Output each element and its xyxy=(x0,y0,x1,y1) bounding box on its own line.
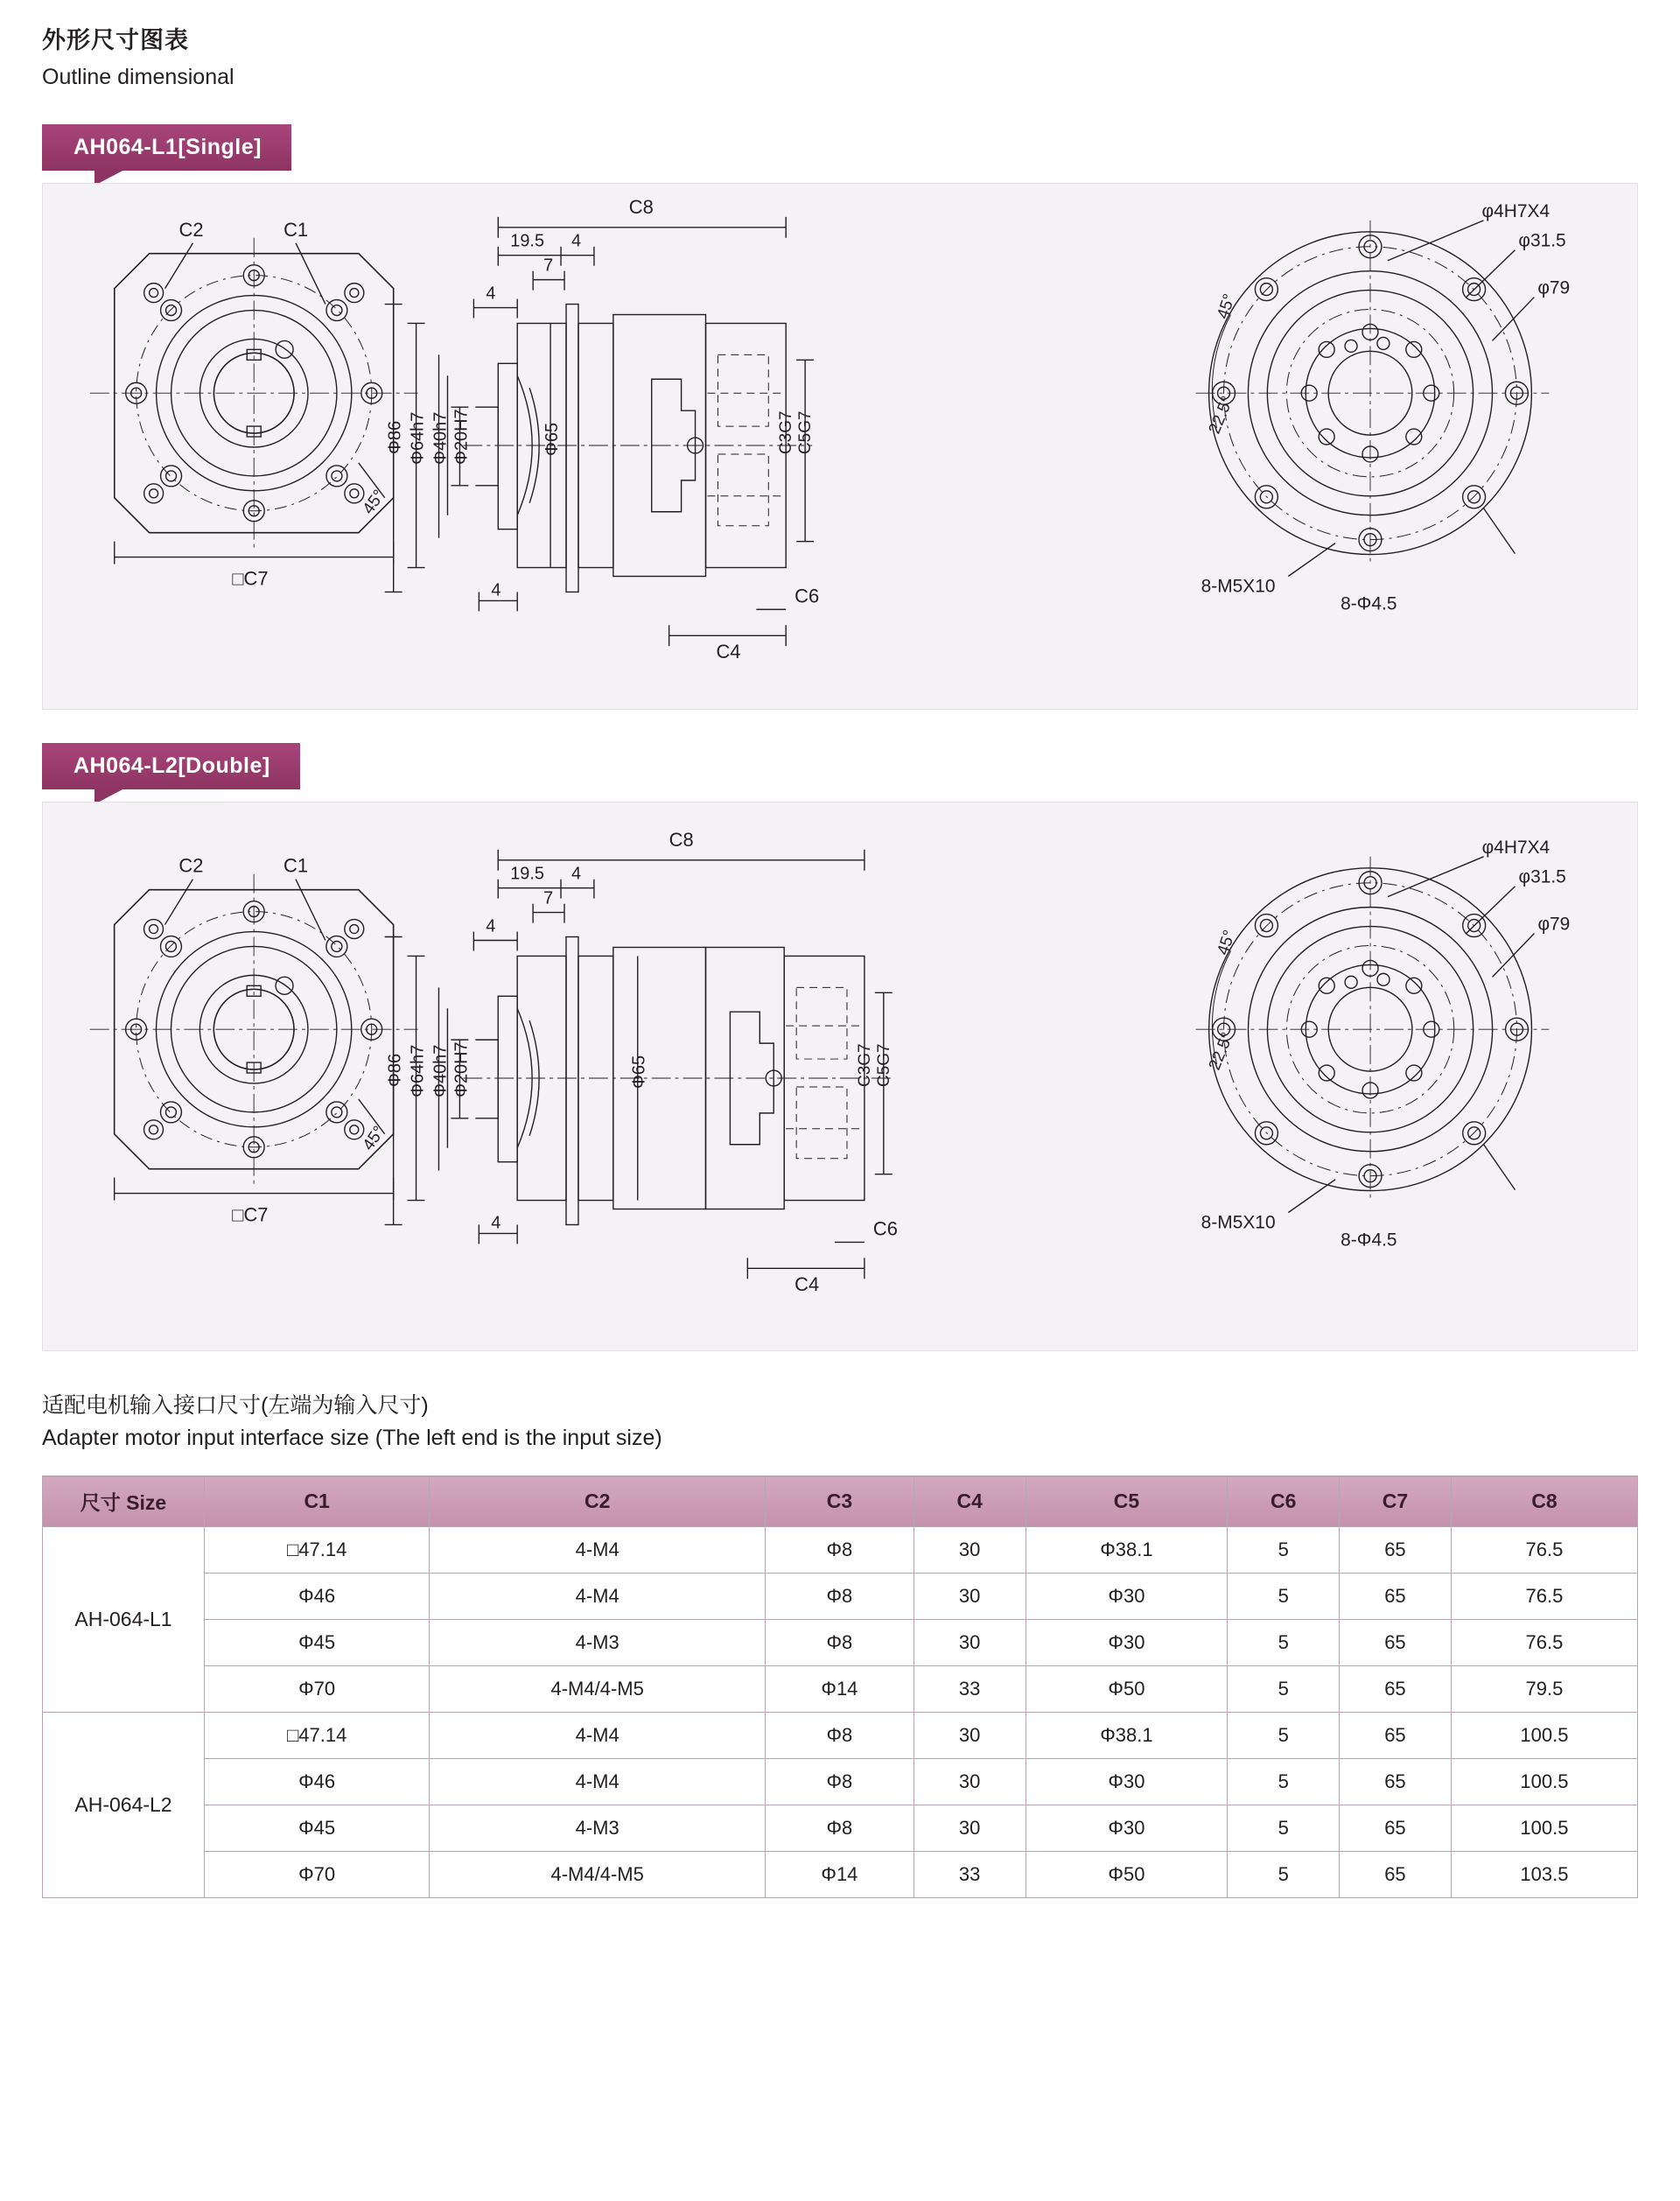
cell: Φ8 xyxy=(766,1759,914,1805)
cell: 65 xyxy=(1340,1574,1452,1620)
row-group-label-l1: AH-064-L1 xyxy=(43,1527,205,1713)
label-4h7x4: φ4H7X4 xyxy=(1481,201,1550,222)
label-dia79: φ79 xyxy=(1537,277,1571,298)
label-8-m5x10: 8-M5X10 xyxy=(1200,1212,1276,1233)
cell: Φ46 xyxy=(205,1759,430,1805)
label-4a: 4 xyxy=(570,865,582,885)
cell: 5 xyxy=(1228,1574,1340,1620)
label-angle-45: 45° xyxy=(359,487,389,518)
cell: Φ46 xyxy=(205,1574,430,1620)
th-c4: C4 xyxy=(914,1476,1026,1527)
cell: 5 xyxy=(1228,1527,1340,1574)
cell: 103.5 xyxy=(1451,1852,1637,1898)
label-dia40h7: Φ40h7 xyxy=(430,1045,451,1098)
cell: 100.5 xyxy=(1451,1759,1637,1805)
cell: 79.5 xyxy=(1451,1666,1637,1713)
row-group-label-l2: AH-064-L2 xyxy=(43,1713,205,1898)
label-c1: C1 xyxy=(284,219,309,242)
label-4a: 4 xyxy=(571,232,582,252)
cell: 65 xyxy=(1340,1713,1452,1759)
label-dia64h7: Φ64h7 xyxy=(408,412,428,466)
cell: 4-M3 xyxy=(430,1620,766,1666)
cell: 4-M4 xyxy=(430,1527,766,1574)
cell: 4-M3 xyxy=(430,1805,766,1852)
cell: 4-M4/4-M5 xyxy=(430,1852,766,1898)
interface-note-en: Adapter motor input interface size (The left end is the input size) xyxy=(42,1425,662,1450)
cell: 65 xyxy=(1340,1620,1452,1666)
cell: Φ50 xyxy=(1026,1852,1228,1898)
cell: 5 xyxy=(1228,1713,1340,1759)
page-header xyxy=(0,0,1680,91)
label-c4: C4 xyxy=(716,641,741,663)
label-4b: 4 xyxy=(486,284,496,304)
cell: □47.14 xyxy=(205,1713,430,1759)
label-dia64h7: Φ64h7 xyxy=(408,1045,428,1098)
cell: 30 xyxy=(914,1805,1026,1852)
label-19-5: 19.5 xyxy=(510,865,544,885)
label-angle-22-5: 22.5° xyxy=(1205,1030,1237,1074)
th-size: 尺寸 Size xyxy=(43,1476,205,1527)
label-dia20h7: Φ20H7 xyxy=(452,1041,472,1098)
label-dia20h7: Φ20H7 xyxy=(452,409,472,466)
cell: 5 xyxy=(1228,1852,1340,1898)
cell: 76.5 xyxy=(1451,1574,1637,1620)
cell: 5 xyxy=(1228,1759,1340,1805)
th-c5: C5 xyxy=(1026,1476,1228,1527)
cell: Φ30 xyxy=(1026,1805,1228,1852)
table-row xyxy=(43,1852,1638,1898)
page-title-en: Outline dimensional xyxy=(42,64,234,89)
label-4b: 4 xyxy=(486,916,496,936)
cell: Φ50 xyxy=(1026,1666,1228,1713)
cell: Φ8 xyxy=(766,1527,914,1574)
cell: 65 xyxy=(1340,1527,1452,1574)
cell: Φ14 xyxy=(766,1666,914,1713)
cell: □47.14 xyxy=(205,1527,430,1574)
label-4c: 4 xyxy=(491,1213,501,1233)
label-19-5: 19.5 xyxy=(510,232,545,252)
drawing-panel-double xyxy=(42,802,1638,1351)
label-7: 7 xyxy=(543,888,554,908)
cell: Φ45 xyxy=(205,1620,430,1666)
cell: 5 xyxy=(1228,1805,1340,1852)
label-dia31-5: φ31.5 xyxy=(1518,231,1566,252)
cell: 33 xyxy=(914,1852,1026,1898)
cell: 76.5 xyxy=(1451,1527,1637,1574)
label-7: 7 xyxy=(543,256,554,276)
label-c2: C2 xyxy=(178,855,204,878)
interface-note-zh: 适配电机输入接口尺寸(左端为输入尺寸) xyxy=(42,1393,429,1419)
cell: 65 xyxy=(1340,1666,1452,1713)
technical-drawing-single xyxy=(43,184,1637,709)
page-title-zh: 外形尺寸图表 xyxy=(42,27,189,53)
label-c3g7: C3G7 xyxy=(777,410,796,455)
section-tag-single-wrap xyxy=(42,124,1680,171)
table-row xyxy=(43,1713,1638,1759)
label-angle-45-rear: 45° xyxy=(1214,928,1240,958)
cell: 33 xyxy=(914,1666,1026,1713)
cell: Φ14 xyxy=(766,1852,914,1898)
cell: Φ8 xyxy=(766,1574,914,1620)
cell: 65 xyxy=(1340,1759,1452,1805)
label-dia86: Φ86 xyxy=(385,421,405,455)
label-c7: □C7 xyxy=(232,567,269,590)
label-dia79: φ79 xyxy=(1537,914,1571,935)
label-angle-45: 45° xyxy=(359,1123,389,1154)
technical-drawing-double xyxy=(43,803,1637,1350)
cell: 100.5 xyxy=(1451,1713,1637,1759)
cell: 30 xyxy=(914,1759,1026,1805)
label-dia40h7: Φ40h7 xyxy=(430,412,451,466)
label-c5g7: C5G7 xyxy=(874,1043,893,1088)
label-c8: C8 xyxy=(668,829,694,852)
label-c4: C4 xyxy=(794,1273,820,1296)
table-header-row xyxy=(43,1476,1638,1527)
th-c1: C1 xyxy=(205,1476,430,1527)
section-tag-double-wrap xyxy=(42,743,1680,789)
cell: Φ8 xyxy=(766,1713,914,1759)
cell: 30 xyxy=(914,1620,1026,1666)
label-dia65: Φ65 xyxy=(542,423,563,457)
label-4c: 4 xyxy=(491,580,501,600)
section-tag-double: AH064-L2[Double] xyxy=(42,743,300,789)
cell: Φ30 xyxy=(1026,1574,1228,1620)
cell: 4-M4/4-M5 xyxy=(430,1666,766,1713)
table-row xyxy=(43,1805,1638,1852)
label-4h7x4: φ4H7X4 xyxy=(1481,838,1550,859)
th-c2: C2 xyxy=(430,1476,766,1527)
table-row xyxy=(43,1574,1638,1620)
table-row xyxy=(43,1620,1638,1666)
cell: 5 xyxy=(1228,1666,1340,1713)
drawing-panel-single xyxy=(42,183,1638,710)
label-c6: C6 xyxy=(872,1217,898,1240)
cell: Φ8 xyxy=(766,1620,914,1666)
label-dia65: Φ65 xyxy=(629,1055,649,1090)
label-c3g7: C3G7 xyxy=(855,1043,874,1088)
table-row xyxy=(43,1759,1638,1805)
cell: Φ38.1 xyxy=(1026,1527,1228,1574)
th-c8: C8 xyxy=(1451,1476,1637,1527)
cell: 4-M4 xyxy=(430,1759,766,1805)
cell: 30 xyxy=(914,1527,1026,1574)
cell: 76.5 xyxy=(1451,1620,1637,1666)
section-tag-single: AH064-L1[Single] xyxy=(42,124,291,171)
cell: Φ30 xyxy=(1026,1620,1228,1666)
cell: 30 xyxy=(914,1574,1026,1620)
cell: Φ30 xyxy=(1026,1759,1228,1805)
table-row xyxy=(43,1527,1638,1574)
label-angle-22-5: 22.5° xyxy=(1205,394,1237,438)
cell: 65 xyxy=(1340,1852,1452,1898)
cell: 30 xyxy=(914,1713,1026,1759)
cell: Φ70 xyxy=(205,1666,430,1713)
label-c1: C1 xyxy=(284,855,309,878)
label-dia86: Φ86 xyxy=(385,1054,405,1088)
label-c2: C2 xyxy=(178,219,204,242)
label-c7: □C7 xyxy=(232,1203,269,1226)
cell: 100.5 xyxy=(1451,1805,1637,1852)
label-c8: C8 xyxy=(628,196,654,219)
cell: Φ38.1 xyxy=(1026,1713,1228,1759)
cell: 4-M4 xyxy=(430,1713,766,1759)
label-8-dia4-5: 8-Φ4.5 xyxy=(1340,593,1397,614)
cell: Φ8 xyxy=(766,1805,914,1852)
label-c6: C6 xyxy=(794,585,820,607)
th-c3: C3 xyxy=(766,1476,914,1527)
th-c6: C6 xyxy=(1228,1476,1340,1527)
cell: Φ45 xyxy=(205,1805,430,1852)
cell: 65 xyxy=(1340,1805,1452,1852)
label-8-dia4-5: 8-Φ4.5 xyxy=(1340,1230,1397,1251)
label-8-m5x10: 8-M5X10 xyxy=(1200,576,1276,597)
cell: 4-M4 xyxy=(430,1574,766,1620)
label-dia31-5: φ31.5 xyxy=(1518,867,1566,888)
interface-note xyxy=(42,1390,1680,1453)
th-c7: C7 xyxy=(1340,1476,1452,1527)
table-row xyxy=(43,1666,1638,1713)
cell: 5 xyxy=(1228,1620,1340,1666)
dimensions-table xyxy=(42,1476,1638,1898)
label-angle-45-rear: 45° xyxy=(1214,291,1240,322)
label-c5g7: C5G7 xyxy=(796,410,816,455)
cell: Φ70 xyxy=(205,1852,430,1898)
